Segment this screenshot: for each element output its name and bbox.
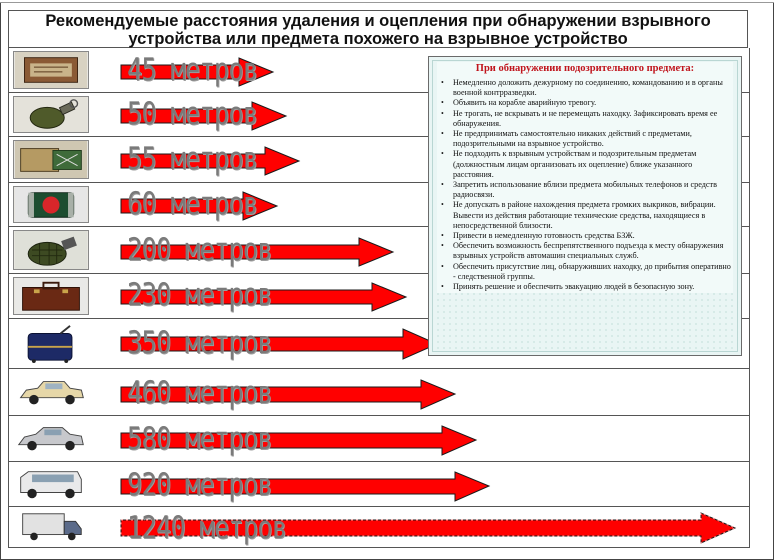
instructions-title: При обнаружении подозрительного предмета: bbox=[475, 63, 695, 74]
distance-label: 60 метров bbox=[127, 186, 258, 222]
title-line-1: Рекомендуемые расстояния удаления и оцепления при обнаружении взрывного bbox=[45, 12, 711, 30]
title-line-2: устройства или предмета похожего на взрывное устройство bbox=[128, 30, 628, 48]
distance-label: 920 метров bbox=[127, 467, 272, 503]
instruction-item: • Немедленно доложить дежурному по соединению, командованию и в органы военной контрразведки. bbox=[439, 78, 731, 98]
top-edge bbox=[0, 0, 774, 3]
briefcase-icon bbox=[13, 277, 89, 315]
instruction-item: • Объявить на корабле аварийную тревогу. bbox=[439, 98, 731, 108]
sedan-car-icon bbox=[13, 419, 89, 458]
explosive-charge-icon bbox=[13, 140, 89, 179]
distance-label: 230 метров bbox=[127, 277, 272, 313]
distance-label: 460 метров bbox=[127, 375, 272, 411]
distance-row bbox=[8, 507, 750, 548]
minibus-icon bbox=[13, 465, 89, 503]
truck-icon bbox=[13, 509, 89, 545]
distance-label: 580 метров bbox=[127, 421, 272, 457]
instruction-item: • Не подходить к взрывным устройствам и подозрительным предметам (должностным лицам организовать их оцепление) ближе указанного расстояния. bbox=[439, 149, 731, 180]
distance-row bbox=[8, 416, 750, 462]
beverage-can-icon bbox=[13, 186, 89, 223]
suitcase-icon bbox=[13, 323, 89, 365]
instruction-item: • Принять решение и обеспечить эвакуацию людей в безопасную зону. bbox=[439, 282, 731, 292]
distance-label: 200 метров bbox=[127, 232, 272, 268]
instructions-panel bbox=[428, 56, 742, 356]
distance-label: 1240 метров bbox=[127, 510, 287, 546]
instructions-list bbox=[439, 78, 731, 292]
instruction-item: • Не трогать, не вскрывать и не перемещать находку. Зафиксировать время ее обнаружения. bbox=[439, 109, 731, 129]
frag-grenade-icon bbox=[13, 230, 89, 270]
instruction-item: • Не допускать в районе нахождения предмета громких выкриков, вибрации. Вывести из действия работающие технические средства, находящиеся в непосредственной близости. bbox=[439, 200, 731, 231]
distance-label: 50 метров bbox=[127, 96, 258, 132]
instruction-item: • Не предпринимать самостоятельно никаких действий с предметами, подозрительными на взрывное устройство. bbox=[439, 129, 731, 149]
tnt-block-icon bbox=[13, 51, 89, 89]
instructions-panel-inner bbox=[437, 62, 733, 293]
instruction-item: • Обеспечить присутствие лиц, обнаруживших находку, до прибытия оперативно - следственной группы. bbox=[439, 262, 731, 282]
distance-row bbox=[8, 369, 750, 416]
distance-label: 55 метров bbox=[127, 141, 258, 177]
distance-label: 350 метров bbox=[127, 325, 272, 361]
hand-grenade-icon bbox=[13, 96, 89, 133]
distance-row bbox=[8, 462, 750, 507]
distance-label: 45 метров bbox=[127, 52, 258, 88]
poster-title bbox=[8, 10, 748, 48]
instruction-item: • Запретить использование вблизи предмета мобильных телефонов и средств радиосвязи. bbox=[439, 180, 731, 200]
instruction-item: • Привести в немедленную готовность средства БЗЖ. bbox=[439, 231, 731, 241]
passenger-car-icon bbox=[13, 372, 89, 412]
instruction-item: • Обеспечить возможность беспрепятственного подъезда к месту обнаружения взрывных устройств автомашин специальных служб. bbox=[439, 241, 731, 261]
